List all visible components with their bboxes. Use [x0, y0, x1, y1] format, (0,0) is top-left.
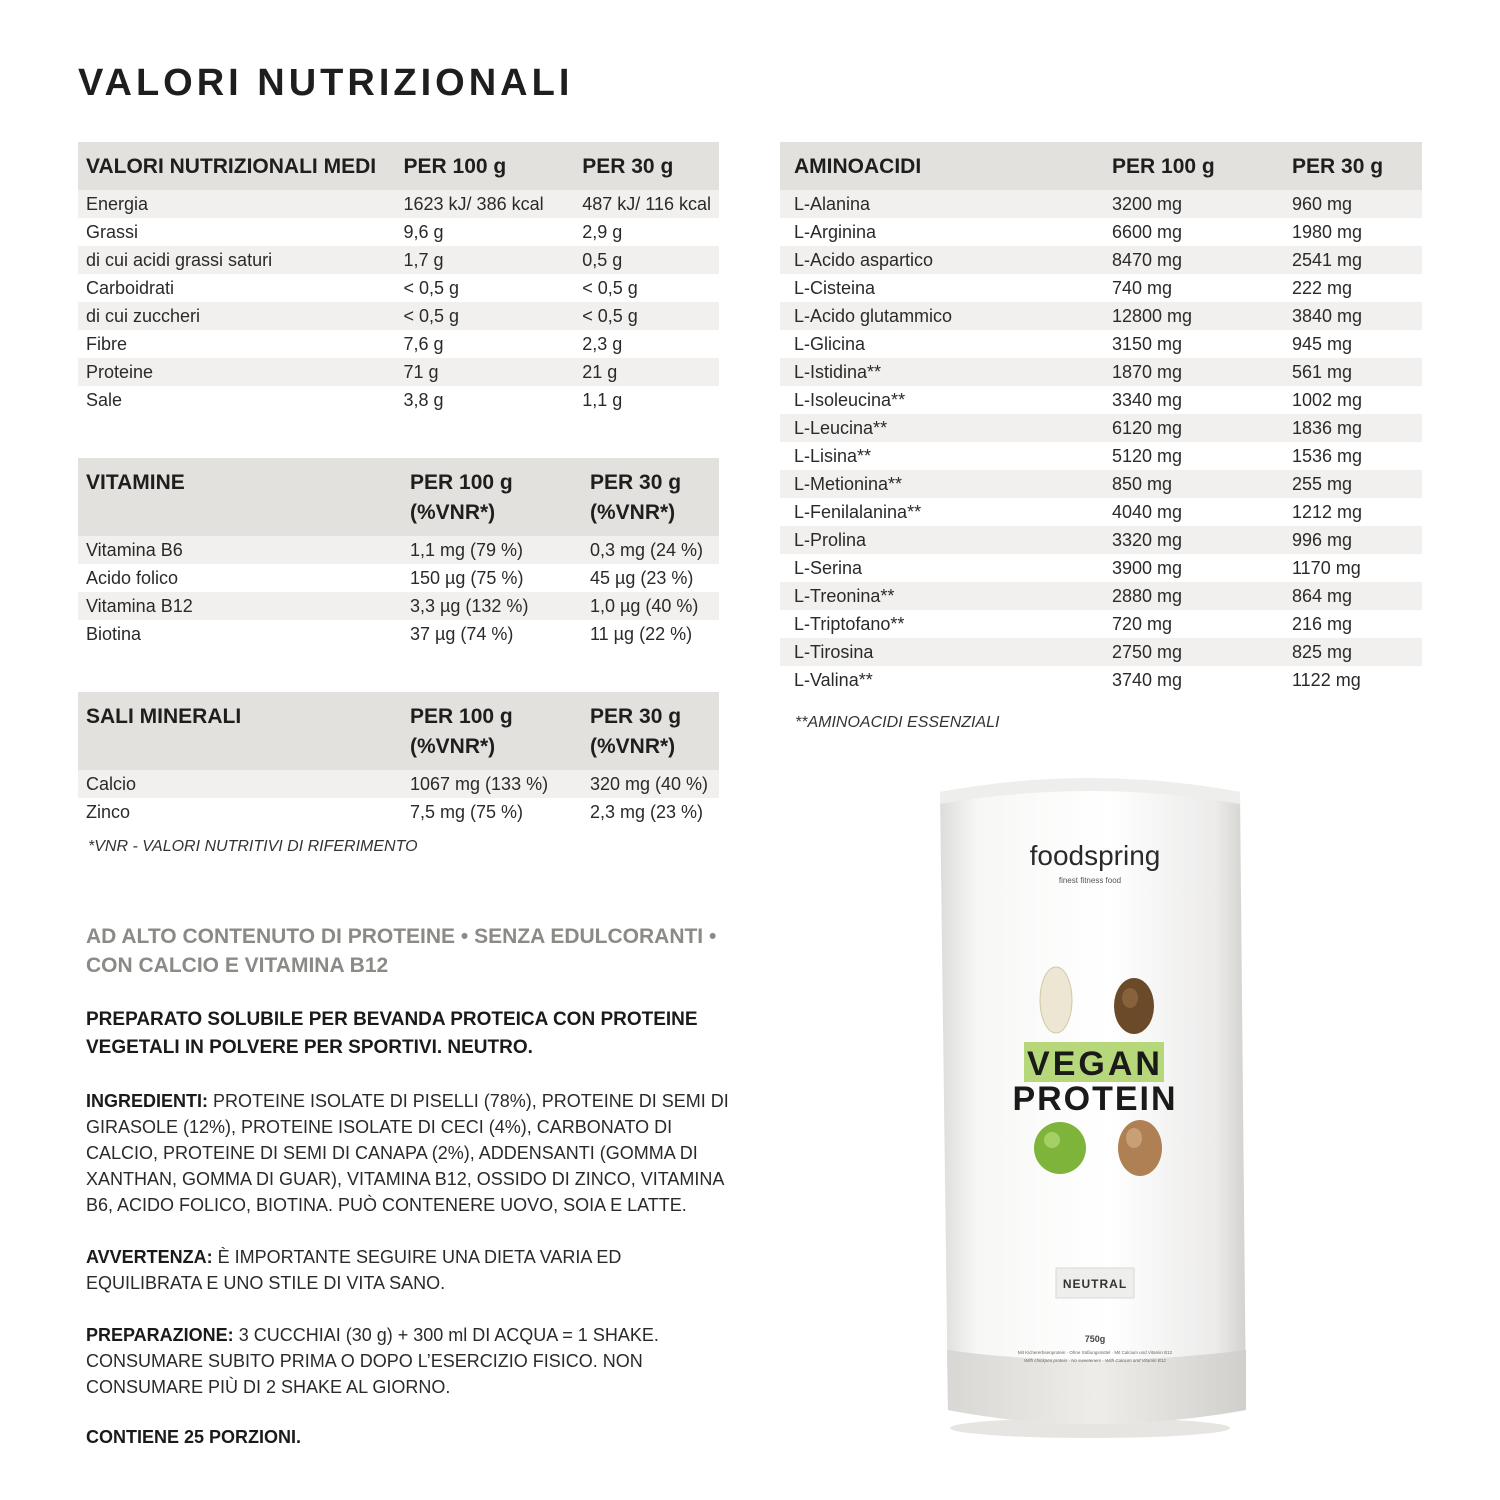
nutrition-row	[78, 330, 719, 358]
vitamin-row-cell-label: Acido folico	[86, 568, 179, 588]
amino-row-cell-per30: 1536 mg	[1292, 446, 1363, 466]
amino-row-cell-per100: 850 mg	[1104, 470, 1284, 498]
amino-row	[780, 302, 1422, 330]
minerals-header-row	[78, 692, 719, 770]
minerals-header-per100	[402, 692, 582, 770]
preparation-text-1: 3 CUCCHIAI (30 g) + 300 ml DI ACQUA = 1 SHAKE.	[233, 1325, 659, 1345]
amino-row-cell-label: L-Metionina**	[780, 470, 1104, 498]
nutrition-row-cell-label: di cui acidi grassi saturi	[78, 246, 396, 274]
amino-row-cell-per30: 1980 mg	[1292, 222, 1363, 242]
nutrition-header-label: VALORI NUTRIZIONALI MEDI	[78, 142, 396, 190]
nutrition-row-cell-label: Fibre	[86, 334, 128, 354]
minerals-header-per30-line1: PER 30 g	[590, 705, 682, 728]
amino-row-cell-per100: 720 mg	[1112, 614, 1173, 634]
vitamins-header-label: VITAMINE	[78, 458, 402, 536]
nutrition-row-cell-per100: 3,8 g	[403, 390, 444, 410]
minerals-header-per30-line2: (%VNR*)	[590, 735, 676, 758]
nutrition-header-row	[78, 142, 719, 190]
vitamin-row-cell-per100: 1,1 mg (79 %)	[402, 536, 582, 564]
pea-icon	[1034, 1122, 1086, 1174]
product-weight: 750g	[1084, 1334, 1106, 1344]
amino-row	[780, 610, 1422, 638]
amino-row	[780, 470, 1422, 498]
amino-row-cell-label: L-Istidina**	[780, 358, 1104, 386]
amino-header-per100: PER 100 g	[1104, 142, 1284, 190]
amino-row-cell-label: L-Valina**	[794, 670, 873, 690]
amino-row	[780, 358, 1422, 386]
brand-tagline: finest fitness food	[1058, 876, 1122, 885]
minerals-body	[78, 770, 719, 826]
servings-text: CONTIENE 25 PORZIONI.	[86, 1427, 302, 1447]
product-name-line1: VEGAN	[1027, 1045, 1163, 1083]
amino-row-cell-per100: 6600 mg	[1112, 222, 1183, 242]
vitamins-header-per100	[402, 458, 582, 536]
mineral-row-cell-label: Calcio	[78, 770, 402, 798]
warning-text: È IMPORTANTE SEGUIRE UNA DIETA VARIA ED EQUILIBRATA E UNO STILE DI VITA SANO.	[86, 1247, 622, 1293]
minerals-header-per30	[582, 692, 719, 770]
vitamins-header-per30	[582, 458, 719, 536]
amino-row-cell-per100: 3320 mg	[1104, 526, 1284, 554]
amino-row-cell-label: L-Leucina**	[780, 414, 1104, 442]
flavor-label: NEUTRAL	[1062, 1277, 1128, 1291]
amino-row-cell-label: L-Triptofano**	[794, 614, 905, 634]
product-description: PREPARATO SOLUBILE PER BEVANDA PROTEICA CON PROTEINE VEGETALI IN POLVERE PER SPORTIVI. NEUTRO.	[86, 1009, 698, 1058]
nutrition-row-cell-per30: < 0,5 g	[574, 302, 719, 330]
nutrition-row-cell-per30: 1,1 g	[582, 390, 623, 410]
nutrition-row-cell-per30: 2,9 g	[582, 222, 623, 242]
amino-row	[780, 666, 1422, 694]
amino-row-cell-label: L-Tirosina	[780, 638, 1104, 666]
nutrition-row	[78, 274, 719, 302]
nutrition-header-per30: PER 30 g	[574, 142, 719, 190]
nutrition-row-cell-per100: 71 g	[396, 358, 575, 386]
vitamin-row	[78, 620, 719, 648]
nutrition-row-cell-per30: < 0,5 g	[582, 278, 638, 298]
amino-row-cell-per30: 561 mg	[1284, 358, 1422, 386]
vitamins-header-per100-line2: (%VNR*)	[410, 501, 496, 524]
amino-row-cell-per30: 1170 mg	[1292, 558, 1361, 578]
nutrition-row-cell-label: di cui zuccheri	[78, 302, 396, 330]
amino-row-cell-per100: 3340 mg	[1112, 390, 1183, 410]
nutrition-row-cell-per100: < 0,5 g	[396, 302, 575, 330]
amino-row-cell-per100: 1870 mg	[1104, 358, 1284, 386]
nutrition-row	[78, 218, 719, 246]
amino-row-cell-per30: 216 mg	[1292, 614, 1353, 634]
nutrition-row-cell-per100: < 0,5 g	[403, 278, 460, 298]
nutrition-row-cell-per30: 487 kJ/ 116 kcal	[574, 190, 719, 218]
amino-row-cell-per30: 1836 mg	[1284, 414, 1422, 442]
nutrition-row-cell-per100: 7,6 g	[403, 334, 444, 354]
nutrition-row-cell-per30: 2,3 g	[582, 334, 623, 354]
amino-row-cell-label: L-Fenilalanina**	[794, 502, 922, 522]
amino-row-cell-per30: 1212 mg	[1292, 502, 1363, 522]
nutrition-body	[78, 190, 719, 414]
nutrition-row-cell-label: Grassi	[86, 222, 139, 242]
amino-header-label: AMINOACIDI	[780, 142, 1104, 190]
amino-table	[780, 142, 1422, 694]
preparation-text-2: CONSUMARE SUBITO PRIMA O DOPO L’ESERCIZIO FISICO. NON CONSUMARE PIÙ DI 2 SHAKE AL GIORNO.	[86, 1351, 643, 1397]
mineral-row-cell-label: Zinco	[86, 802, 131, 822]
sunflower-seed-icon	[1040, 967, 1072, 1033]
amino-row-cell-per100: 4040 mg	[1112, 502, 1183, 522]
amino-row-cell-label: L-Treonina**	[780, 582, 1104, 610]
amino-row-cell-per30: 255 mg	[1284, 470, 1422, 498]
amino-row-cell-per100: 12800 mg	[1104, 302, 1284, 330]
amino-row-cell-per100: 2880 mg	[1104, 582, 1284, 610]
amino-row-cell-label: L-Arginina	[794, 222, 877, 242]
vitamin-row	[78, 592, 719, 620]
nutrition-row	[78, 246, 719, 274]
minerals-header-per100-line2: (%VNR*)	[410, 735, 496, 758]
product-tagline: AD ALTO CONTENUTO DI PROTEINE • SENZA EDULCORANTI • CON CALCIO E VITAMINA B12	[86, 925, 717, 977]
nutrition-row	[78, 302, 719, 330]
amino-row-cell-label: L-Acido aspartico	[780, 246, 1104, 274]
chickpea-icon	[1118, 1120, 1162, 1176]
amino-header-per30: PER 30 g	[1284, 142, 1422, 190]
amino-row	[780, 498, 1422, 526]
nutrition-row-cell-per100: 1623 kJ/ 386 kcal	[396, 190, 575, 218]
amino-row-cell-per30: 864 mg	[1284, 582, 1422, 610]
nutrition-row-cell-label: Energia	[78, 190, 396, 218]
mineral-row-cell-per30: 2,3 mg (23 %)	[590, 802, 704, 822]
amino-row	[780, 218, 1422, 246]
vitamins-header-per30-line2: (%VNR*)	[590, 501, 676, 524]
amino-row-cell-per30: 3840 mg	[1284, 302, 1422, 330]
amino-row-cell-label: L-Serina	[794, 558, 863, 578]
nutrition-header-per100: PER 100 g	[396, 142, 575, 190]
nutrition-row	[78, 386, 719, 414]
vitamin-row-cell-per30: 1,0 µg (40 %)	[582, 592, 719, 620]
nutrition-row-cell-label: Carboidrati	[86, 278, 175, 298]
amino-row-cell-per30: 1002 mg	[1292, 390, 1363, 410]
brand-logo: foodspring	[1029, 840, 1161, 871]
amino-row-cell-per30: 960 mg	[1284, 190, 1422, 218]
amino-row-cell-per100: 3150 mg	[1112, 334, 1183, 354]
amino-row-cell-per100: 8470 mg	[1104, 246, 1284, 274]
warning-paragraph	[86, 1244, 736, 1296]
amino-row-cell-per100: 3900 mg	[1112, 558, 1183, 578]
amino-row-cell-per100: 3740 mg	[1112, 670, 1183, 690]
ingredients-paragraph	[86, 1088, 736, 1218]
vitamin-row-cell-per30: 45 µg (23 %)	[590, 568, 694, 588]
minerals-table	[78, 692, 719, 826]
amino-body	[780, 190, 1422, 694]
product-tub-image	[930, 770, 1250, 1440]
preparation-label: PREPARAZIONE:	[86, 1325, 234, 1345]
vitamin-row-cell-per30: 11 µg (22 %)	[590, 624, 693, 644]
amino-row	[780, 582, 1422, 610]
amino-row	[780, 274, 1422, 302]
amino-row	[780, 526, 1422, 554]
vitamin-row-cell-per100: 3,3 µg (132 %)	[402, 592, 582, 620]
vitamin-row-cell-label: Vitamina B6	[78, 536, 402, 564]
fine-print-de: Mit Kichererbsenprotein · Ohne Süßungsmittel · Mit Calcium und Vitamin B12	[1017, 1350, 1173, 1355]
amino-row	[780, 386, 1422, 414]
amino-row-cell-per30: 222 mg	[1292, 278, 1353, 298]
amino-row-cell-label: L-Cisteina	[794, 278, 876, 298]
fine-print-en: With chickpea protein · No sweeteners · With Calcium and Vitamin B12	[1024, 1358, 1166, 1363]
hemp-seed-highlight	[1122, 988, 1138, 1008]
amino-row-cell-label: L-Alanina	[780, 190, 1104, 218]
amino-row-cell-per30: 825 mg	[1284, 638, 1422, 666]
vitamins-table	[78, 458, 719, 648]
vitamins-body	[78, 536, 719, 648]
chickpea-highlight	[1126, 1128, 1142, 1148]
vitamin-row	[78, 564, 719, 592]
amino-row-cell-label: L-Isoleucina**	[794, 390, 906, 410]
product-name-line2: PROTEIN	[1012, 1080, 1178, 1118]
amino-row-cell-label: L-Prolina	[780, 526, 1104, 554]
nutrition-table	[78, 142, 719, 414]
amino-row-cell-per100: 3200 mg	[1104, 190, 1284, 218]
mineral-row	[78, 770, 719, 798]
nutrition-row	[78, 190, 719, 218]
vitamin-row-cell-label: Biotina	[86, 624, 142, 644]
amino-row-cell-per30: 2541 mg	[1284, 246, 1422, 274]
vitamin-row-cell-label: Vitamina B12	[78, 592, 402, 620]
nutrition-row	[78, 358, 719, 386]
preparation-paragraph	[86, 1322, 736, 1400]
mineral-row-cell-per30: 320 mg (40 %)	[582, 770, 719, 798]
amino-row-cell-label: L-Lisina**	[794, 446, 872, 466]
vitamin-row-cell-per30: 0,3 mg (24 %)	[582, 536, 719, 564]
amino-row	[780, 246, 1422, 274]
vitamins-header-per100-line1: PER 100 g	[410, 471, 513, 494]
amino-row-cell-per30: 945 mg	[1292, 334, 1353, 354]
amino-row-cell-per30: 996 mg	[1284, 526, 1422, 554]
amino-row-cell-per100: 2750 mg	[1104, 638, 1284, 666]
nutrition-row-cell-label: Sale	[86, 390, 123, 410]
minerals-header-per100-line1: PER 100 g	[410, 705, 513, 728]
amino-row	[780, 330, 1422, 358]
amino-footnote: **AMINOACIDI ESSENZIALI	[795, 714, 1000, 731]
vitamins-header-row	[78, 458, 719, 536]
vitamins-header-per30-line1: PER 30 g	[590, 471, 682, 494]
ingredients-label: INGREDIENTI:	[86, 1091, 209, 1111]
amino-header-row	[780, 142, 1422, 190]
amino-row	[780, 190, 1422, 218]
amino-row	[780, 442, 1422, 470]
amino-row-cell-per100: 6120 mg	[1104, 414, 1284, 442]
warning-label: AVVERTENZA:	[86, 1247, 213, 1267]
mineral-row-cell-per100: 1067 mg (133 %)	[402, 770, 582, 798]
vitamin-row	[78, 536, 719, 564]
nutrition-row-cell-per100: 1,7 g	[396, 246, 575, 274]
nutrition-row-cell-per100: 9,6 g	[403, 222, 444, 242]
amino-row-cell-label: L-Glicina	[794, 334, 866, 354]
amino-row	[780, 554, 1422, 582]
page-title: VALORI NUTRIZIONALI	[78, 62, 574, 104]
minerals-header-label: SALI MINERALI	[78, 692, 402, 770]
vitamin-row-cell-per100: 37 µg (74 %)	[410, 624, 514, 644]
nutrition-row-cell-per30: 21 g	[574, 358, 719, 386]
amino-row-cell-per30: 1122 mg	[1292, 670, 1361, 690]
nutrition-row-cell-per30: 0,5 g	[574, 246, 719, 274]
pea-highlight	[1044, 1132, 1060, 1148]
ingredients-text: PROTEINE ISOLATE DI PISELLI (78%), PROTEINE DI SEMI DI GIRASOLE (12%), PROTEINE ISOLATE DI CECI (4%), CARBONATO DI CALCIO, PROTEINE DI SEMI DI CANAPA (2%), ADDENSANTI (GOMMA DI XANTHAN, GOMMA DI GUAR), VITAMINA B12, OSSIDO DI ZINCO, VITAMINA B6, ACIDO FOLICO, BIOTINA. PUÒ CONTENERE UOVO, SOIA E LATTE.	[86, 1091, 729, 1215]
amino-row-cell-per100: 740 mg	[1112, 278, 1173, 298]
amino-row	[780, 638, 1422, 666]
nutrition-row-cell-label: Proteine	[78, 358, 396, 386]
vnr-footnote: *VNR - VALORI NUTRITIVI DI RIFERIMENTO	[88, 838, 418, 855]
amino-row	[780, 414, 1422, 442]
vitamin-row-cell-per100: 150 µg (75 %)	[410, 568, 524, 588]
mineral-row	[78, 798, 719, 826]
amino-row-cell-label: L-Acido glutammico	[780, 302, 1104, 330]
amino-row-cell-per100: 5120 mg	[1112, 446, 1183, 466]
mineral-row-cell-per100: 7,5 mg (75 %)	[410, 802, 524, 822]
